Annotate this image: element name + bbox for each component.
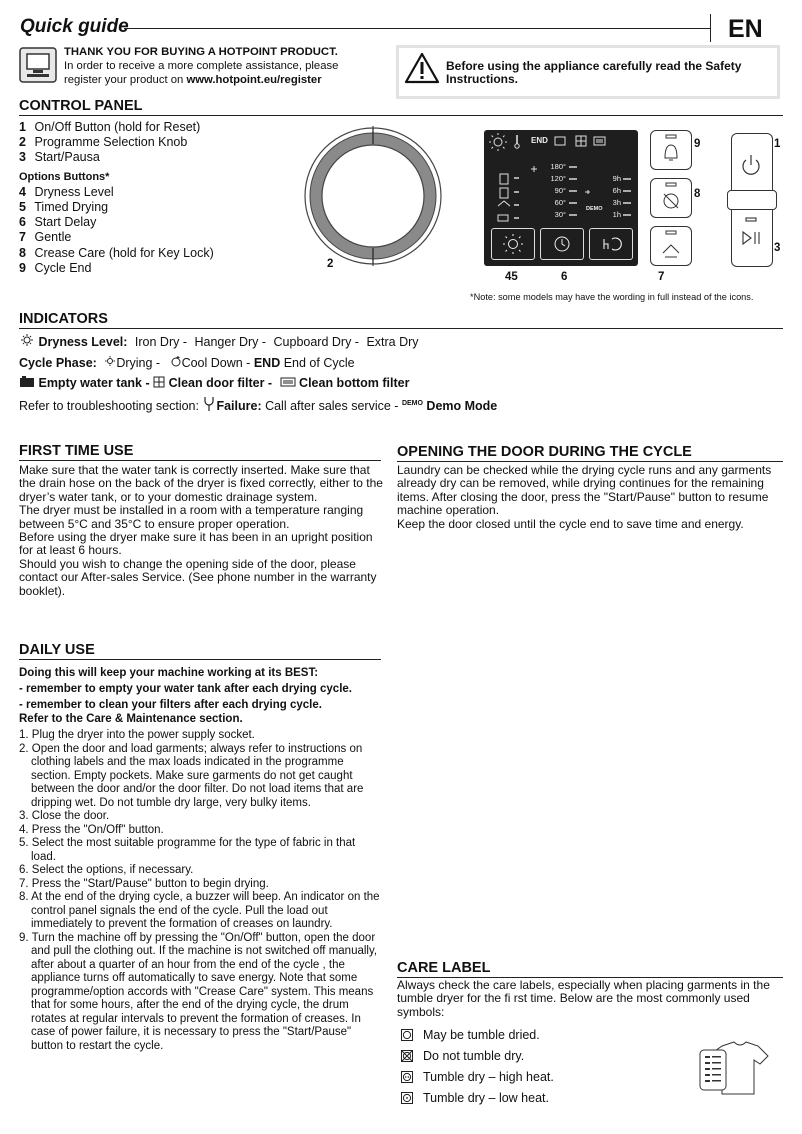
cp-option-8: 8 Crease Care (hold for Key Lock) xyxy=(19,245,214,260)
daily-use-title: DAILY USE xyxy=(19,642,381,660)
page-title: Quick guide xyxy=(20,16,129,37)
step-9: 9. Turn the machine off by pressing the "On/Off" button, open the door and pull the clothing out. If the machine is not switched off manually, after about a quarter of an hour from the end of the cycle , the appliance turns off automatically to save energy. Note that some programme/option accords with "Crease Care" system. This means that for some hours, after the end of the drying cycle, the drum rotates at regular intervals to prevent the formation of creases. In case of power failure, it is necessary to press the "Start/Pause" button to restart the cycle. xyxy=(19,931,378,1052)
bottom-filter-icon xyxy=(280,374,296,394)
crease-care-button[interactable] xyxy=(650,178,692,218)
daily-use-emphasis: Doing this will keep your machine working at its BEST: - remember to empty your water tank after each drying cycle. - remember to clean your filters after each drying cycle. Refer to the Care & Maintenance section. xyxy=(19,667,352,725)
cp-item-3: 3 Start/Pausa xyxy=(19,150,100,165)
on-off-button[interactable] xyxy=(735,140,767,186)
indicators-title: INDICATORS xyxy=(19,311,783,329)
timed-drying-button[interactable] xyxy=(589,228,633,260)
opening-door-title: OPENING THE DOOR DURING THE CYCLE xyxy=(397,444,783,462)
drying-sun-icon xyxy=(104,353,116,373)
dryness-row: Dryness Level: Iron Dry - Hanger Dry - Cupboard Dry - Extra Dry xyxy=(19,332,719,353)
shirt-label-icon xyxy=(694,1040,772,1107)
callout-6: 6 xyxy=(561,271,568,283)
language-code: EN xyxy=(728,15,763,43)
callout-45: 45 xyxy=(505,271,518,283)
callout-9: 9 xyxy=(694,138,701,150)
timer-icon xyxy=(590,229,632,259)
cp-option-5: 5 Timed Drying xyxy=(19,200,109,215)
display-hours: 9h 6h 3h 1h xyxy=(612,174,621,219)
cycle-end-button[interactable] xyxy=(650,130,692,170)
step-3: 3. Close the door. xyxy=(19,810,110,822)
control-display xyxy=(484,130,638,266)
lang-divider xyxy=(710,14,711,42)
thanks-line: In order to receive a more complete assistance, please xyxy=(64,60,339,72)
dryness-level-button[interactable] xyxy=(491,228,535,260)
care-item-high-heat: Tumble dry – high heat. xyxy=(401,1066,554,1087)
door-filter-icon xyxy=(153,374,165,394)
first-time-use-text: Make sure that the water tank is correctly inserted. Make sure that the drain hose on the back of the dryer is fixed correctly, either to the dryer’s water tank, or to your domestic drainage system. The dryer must be installed in a room with a temperature ranging between 5°C and 35°C to ensure proper operation. Before using the dryer make sure it has been in an upright position for at least 6 hours. Should you wish to change the opening side of the door, please contact our After-sales Service. (See phone number in the warranty booklet). xyxy=(19,463,383,598)
cp-item-1: 1 On/Off Button (hold for Reset) xyxy=(19,120,201,134)
cp-option-9: 9 Cycle End xyxy=(19,260,92,275)
opening-door-text: Laundry can be checked while the drying cycle runs and any garments already dry can be removed, while drying continues for the remaining items. After closing the door, press the "Start/Pause" button to resume machine operation. Keep the door closed until the cycle end to save time and energy. xyxy=(397,463,772,531)
power-icon xyxy=(735,140,767,186)
display-degrees: 180° 120° 90° 60° 30° xyxy=(550,162,566,219)
maintenance-row: Empty water tank - Clean door filter - Clean bottom filter xyxy=(19,373,719,394)
cool-down-icon xyxy=(170,353,182,373)
computer-icon xyxy=(19,47,57,88)
start-delay-button[interactable] xyxy=(540,228,584,260)
care-item-no-tumble: Do not tumble dry. xyxy=(401,1045,554,1066)
cp-option-6: 6 Start Delay xyxy=(19,215,97,230)
care-item-tumble: May be tumble dried. xyxy=(401,1024,554,1045)
knob-callout-2: 2 xyxy=(327,258,334,270)
gentle-button[interactable] xyxy=(650,226,692,266)
gentle-icon xyxy=(651,227,691,265)
step-4: 4. Press the "On/Off" button. xyxy=(19,823,164,836)
icon-note: *Note: some models may have the wording in full instead of the icons. xyxy=(470,292,754,302)
play-pause-icon xyxy=(735,214,767,260)
cp-item-2: 2 Programme Selection Knob xyxy=(19,135,188,150)
step-2: 2. Open the door and load garments; always refer to instructions on clothing labels and the max loads indicated in the programme section. Empty pockets. Make sure garments do not get caught between the door and/or the door filter. Do not load items that are dripping wet. Do not tumble dry large, very bulky items. xyxy=(19,742,364,809)
indicators-block xyxy=(19,332,719,418)
sun-icon xyxy=(492,229,534,259)
step-5: 5. Select the most suitable programme for the type of fabric in that load. xyxy=(19,837,356,863)
tumble-dry-icon xyxy=(401,1029,413,1041)
registration-text xyxy=(64,45,384,87)
care-symbols xyxy=(401,1024,554,1108)
safety-warning-text: Before using the appliance carefully read the Safety Instructions. xyxy=(446,59,742,86)
cycle-phase-row: Cycle Phase: Drying - Cool Down - END End of Cycle xyxy=(19,353,719,374)
care-item-low-heat: Tumble dry – low heat. xyxy=(401,1087,554,1108)
options-title: Options Buttons* xyxy=(19,170,110,183)
thanks-heading: THANK YOU FOR BUYING A HOTPOINT PRODUCT. xyxy=(64,46,338,58)
step-1: 1. Plug the dryer into the power supply socket. xyxy=(19,729,255,741)
column-divider xyxy=(727,190,777,210)
step-8: 8. At the end of the drying cycle, a buzzer will beep. An indicator on the control panel signals the end of the cycle. Pull the load out immediately to prevent the formation of creases on laundry. xyxy=(19,891,380,930)
thanks-line-url: register your product on www.hotpoint.eu/register xyxy=(64,74,322,86)
care-label-intro: Always check the care labels, especially when placing garments in the tumble dryer for the fi rst time. Below are the most commonly used symbols: xyxy=(397,978,770,1019)
first-time-use-title: FIRST TIME USE xyxy=(19,443,381,461)
callout-8: 8 xyxy=(694,188,701,200)
programme-knob[interactable] xyxy=(303,126,443,271)
wrench-icon xyxy=(202,396,216,418)
step-6: 6. Select the options, if necessary. xyxy=(19,864,194,876)
low-heat-icon xyxy=(401,1092,413,1104)
troubleshoot-row: Refer to troubleshooting section: Failure: Call after sales service - $^{DEMO}$ Demo Mode xyxy=(19,394,719,418)
high-heat-icon xyxy=(401,1071,413,1083)
cp-option-7: 7 Gentle xyxy=(19,230,72,245)
control-panel-list xyxy=(19,120,319,276)
title-rule xyxy=(124,28,710,29)
step-7: 7. Press the "Start/Pause" button to begin drying. xyxy=(19,877,269,890)
delay-icon xyxy=(541,229,583,259)
warning-icon xyxy=(404,52,440,89)
callout-7: 7 xyxy=(658,271,665,283)
cp-option-4: 4 Dryness Level xyxy=(19,184,114,199)
register-link[interactable]: www.hotpoint.eu/register xyxy=(186,74,322,86)
safety-warning-box xyxy=(396,45,780,99)
crease-care-icon xyxy=(651,179,691,217)
no-tumble-dry-icon xyxy=(401,1050,413,1062)
callout-3: 3 xyxy=(774,242,781,254)
start-pause-button[interactable] xyxy=(735,214,767,260)
water-tank-icon xyxy=(19,374,35,394)
daily-use-steps xyxy=(19,729,383,1053)
dryness-sun-icon xyxy=(19,333,35,353)
callout-1: 1 xyxy=(774,138,781,150)
control-panel-title: CONTROL PANEL xyxy=(19,98,783,116)
display-demo-label: DEMO xyxy=(586,206,603,212)
care-label-title: CARE LABEL xyxy=(397,960,783,978)
bell-icon xyxy=(651,131,691,169)
demo-icon: DEMO xyxy=(401,400,423,408)
display-end-label: END xyxy=(531,136,548,145)
